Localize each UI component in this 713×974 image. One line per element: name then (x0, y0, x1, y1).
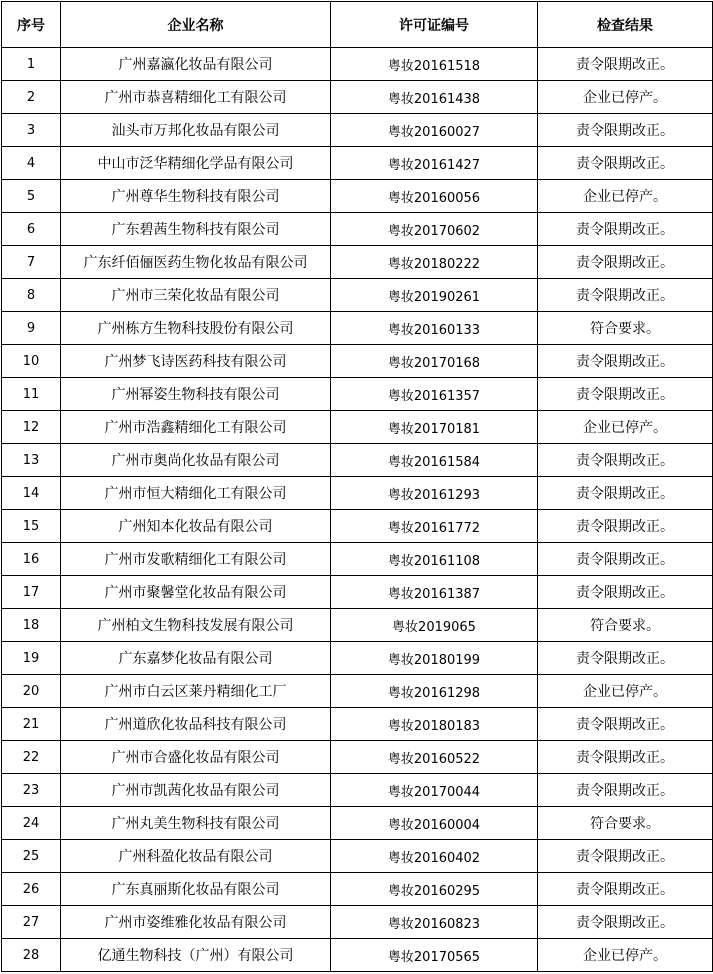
cell-seq: 13 (2, 444, 61, 477)
cell-seq: 28 (2, 939, 61, 972)
table-row (2, 675, 713, 708)
cell-inspection-result: 责令限期改正。 (538, 114, 713, 147)
cell-inspection-result: 责令限期改正。 (538, 576, 713, 609)
cell-company-name: 广州市合盛化妆品有限公司 (61, 741, 331, 774)
cell-company-name: 广州栋方生物科技股份有限公司 (61, 312, 331, 345)
cell-inspection-result: 符合要求。 (538, 807, 713, 840)
cell-inspection-result: 责令限期改正。 (538, 444, 713, 477)
cell-company-name: 广州市姿维雅化妆品有限公司 (61, 906, 331, 939)
cell-inspection-result: 企业已停产。 (538, 81, 713, 114)
table-body (2, 48, 713, 972)
cell-license-number: 粤妆20160027 (331, 114, 538, 147)
cell-license-number: 粤妆20180222 (331, 246, 538, 279)
table-row (2, 48, 713, 81)
cell-license-number: 粤妆2019065 (331, 609, 538, 642)
cell-seq: 22 (2, 741, 61, 774)
cell-license-number: 粤妆20170181 (331, 411, 538, 444)
cell-company-name: 广州市白云区莱丹精细化工厂 (61, 675, 331, 708)
cell-company-name: 广州市恒大精细化工有限公司 (61, 477, 331, 510)
cell-company-name: 广州科盈化妆品有限公司 (61, 840, 331, 873)
cell-seq: 24 (2, 807, 61, 840)
cell-company-name: 广州幂姿生物科技有限公司 (61, 378, 331, 411)
cell-inspection-result: 责令限期改正。 (538, 840, 713, 873)
cell-company-name: 广东真丽斯化妆品有限公司 (61, 873, 331, 906)
cell-license-number: 粤妆20161518 (331, 48, 538, 81)
cell-company-name: 广州市凯茜化妆品有限公司 (61, 774, 331, 807)
cell-license-number: 粤妆20170565 (331, 939, 538, 972)
table-row (2, 180, 713, 213)
table-row (2, 708, 713, 741)
cell-company-name: 广东纤佰俪医药生物化妆品有限公司 (61, 246, 331, 279)
cell-company-name: 广州尊华生物科技有限公司 (61, 180, 331, 213)
table-row (2, 411, 713, 444)
cell-seq: 23 (2, 774, 61, 807)
header-license-number: 许可证编号 (331, 2, 538, 48)
cell-seq: 26 (2, 873, 61, 906)
cell-company-name: 广州市聚馨堂化妆品有限公司 (61, 576, 331, 609)
table-row (2, 741, 713, 774)
cell-license-number: 粤妆20190261 (331, 279, 538, 312)
cell-company-name: 亿通生物科技（广州）有限公司 (61, 939, 331, 972)
cell-inspection-result: 企业已停产。 (538, 675, 713, 708)
cell-inspection-result: 责令限期改正。 (538, 741, 713, 774)
cell-license-number: 粤妆20170044 (331, 774, 538, 807)
cell-inspection-result: 责令限期改正。 (538, 642, 713, 675)
cell-company-name: 广州丸美生物科技有限公司 (61, 807, 331, 840)
cell-inspection-result: 企业已停产。 (538, 411, 713, 444)
cell-inspection-result: 符合要求。 (538, 312, 713, 345)
table-row (2, 906, 713, 939)
cell-inspection-result: 责令限期改正。 (538, 477, 713, 510)
cell-company-name: 广州市奥尚化妆品有限公司 (61, 444, 331, 477)
inspection-results-table (1, 1, 713, 972)
cell-seq: 27 (2, 906, 61, 939)
cell-company-name: 广州梦飞诗医药科技有限公司 (61, 345, 331, 378)
cell-company-name: 汕头市万邦化妆品有限公司 (61, 114, 331, 147)
table-row (2, 543, 713, 576)
cell-inspection-result: 符合要求。 (538, 609, 713, 642)
cell-seq: 19 (2, 642, 61, 675)
table-row (2, 81, 713, 114)
cell-license-number: 粤妆20180199 (331, 642, 538, 675)
cell-license-number: 粤妆20160133 (331, 312, 538, 345)
cell-seq: 25 (2, 840, 61, 873)
cell-seq: 18 (2, 609, 61, 642)
table-row (2, 807, 713, 840)
table-row (2, 477, 713, 510)
cell-seq: 20 (2, 675, 61, 708)
cell-company-name: 广州市恭喜精细化工有限公司 (61, 81, 331, 114)
cell-license-number: 粤妆20161108 (331, 543, 538, 576)
table-row (2, 444, 713, 477)
cell-license-number: 粤妆20170602 (331, 213, 538, 246)
table-header (2, 2, 713, 48)
cell-seq: 6 (2, 213, 61, 246)
cell-seq: 10 (2, 345, 61, 378)
header-row (2, 2, 713, 48)
cell-license-number: 粤妆20160056 (331, 180, 538, 213)
table-row (2, 378, 713, 411)
cell-seq: 7 (2, 246, 61, 279)
cell-inspection-result: 责令限期改正。 (538, 708, 713, 741)
cell-inspection-result: 责令限期改正。 (538, 246, 713, 279)
cell-license-number: 粤妆20161427 (331, 147, 538, 180)
cell-inspection-result: 责令限期改正。 (538, 147, 713, 180)
cell-inspection-result: 责令限期改正。 (538, 774, 713, 807)
table-row (2, 774, 713, 807)
cell-seq: 12 (2, 411, 61, 444)
table-row (2, 642, 713, 675)
header-inspection-result: 检查结果 (538, 2, 713, 48)
cell-license-number: 粤妆20160402 (331, 840, 538, 873)
cell-license-number: 粤妆20170168 (331, 345, 538, 378)
header-seq: 序号 (2, 2, 61, 48)
cell-license-number: 粤妆20161387 (331, 576, 538, 609)
table-row (2, 345, 713, 378)
table-row (2, 147, 713, 180)
cell-inspection-result: 企业已停产。 (538, 180, 713, 213)
table-row (2, 312, 713, 345)
cell-license-number: 粤妆20161584 (331, 444, 538, 477)
cell-seq: 4 (2, 147, 61, 180)
cell-license-number: 粤妆20161293 (331, 477, 538, 510)
header-company-name: 企业名称 (61, 2, 331, 48)
table-row (2, 279, 713, 312)
cell-seq: 16 (2, 543, 61, 576)
cell-inspection-result: 责令限期改正。 (538, 279, 713, 312)
table-row (2, 576, 713, 609)
cell-inspection-result: 责令限期改正。 (538, 543, 713, 576)
cell-company-name: 广州知本化妆品有限公司 (61, 510, 331, 543)
cell-inspection-result: 责令限期改正。 (538, 510, 713, 543)
table-row (2, 246, 713, 279)
cell-company-name: 广州市三荣化妆品有限公司 (61, 279, 331, 312)
table-row (2, 939, 713, 972)
cell-license-number: 粤妆20161298 (331, 675, 538, 708)
cell-license-number: 粤妆20161438 (331, 81, 538, 114)
cell-license-number: 粤妆20180183 (331, 708, 538, 741)
cell-company-name: 广州市发歌精细化工有限公司 (61, 543, 331, 576)
table-row (2, 840, 713, 873)
cell-seq: 21 (2, 708, 61, 741)
cell-company-name: 广东碧茜生物科技有限公司 (61, 213, 331, 246)
cell-seq: 9 (2, 312, 61, 345)
cell-seq: 5 (2, 180, 61, 213)
cell-seq: 17 (2, 576, 61, 609)
cell-seq: 2 (2, 81, 61, 114)
cell-seq: 8 (2, 279, 61, 312)
cell-license-number: 粤妆20161357 (331, 378, 538, 411)
cell-license-number: 粤妆20160823 (331, 906, 538, 939)
cell-inspection-result: 企业已停产。 (538, 939, 713, 972)
cell-license-number: 粤妆20161772 (331, 510, 538, 543)
table-row (2, 873, 713, 906)
table-row (2, 213, 713, 246)
cell-company-name: 中山市泛华精细化学品有限公司 (61, 147, 331, 180)
cell-company-name: 广州道欣化妆品科技有限公司 (61, 708, 331, 741)
cell-inspection-result: 责令限期改正。 (538, 906, 713, 939)
cell-license-number: 粤妆20160295 (331, 873, 538, 906)
cell-inspection-result: 责令限期改正。 (538, 345, 713, 378)
table-row (2, 114, 713, 147)
cell-inspection-result: 责令限期改正。 (538, 48, 713, 81)
cell-company-name: 广州嘉瀛化妆品有限公司 (61, 48, 331, 81)
cell-license-number: 粤妆20160522 (331, 741, 538, 774)
cell-seq: 1 (2, 48, 61, 81)
table-row (2, 609, 713, 642)
cell-inspection-result: 责令限期改正。 (538, 378, 713, 411)
cell-seq: 11 (2, 378, 61, 411)
cell-company-name: 广州市浩鑫精细化工有限公司 (61, 411, 331, 444)
cell-license-number: 粤妆20160004 (331, 807, 538, 840)
cell-company-name: 广州柏文生物科技发展有限公司 (61, 609, 331, 642)
cell-seq: 15 (2, 510, 61, 543)
cell-company-name: 广东嘉梦化妆品有限公司 (61, 642, 331, 675)
cell-seq: 14 (2, 477, 61, 510)
cell-inspection-result: 责令限期改正。 (538, 873, 713, 906)
cell-seq: 3 (2, 114, 61, 147)
cell-inspection-result: 责令限期改正。 (538, 213, 713, 246)
table-row (2, 510, 713, 543)
